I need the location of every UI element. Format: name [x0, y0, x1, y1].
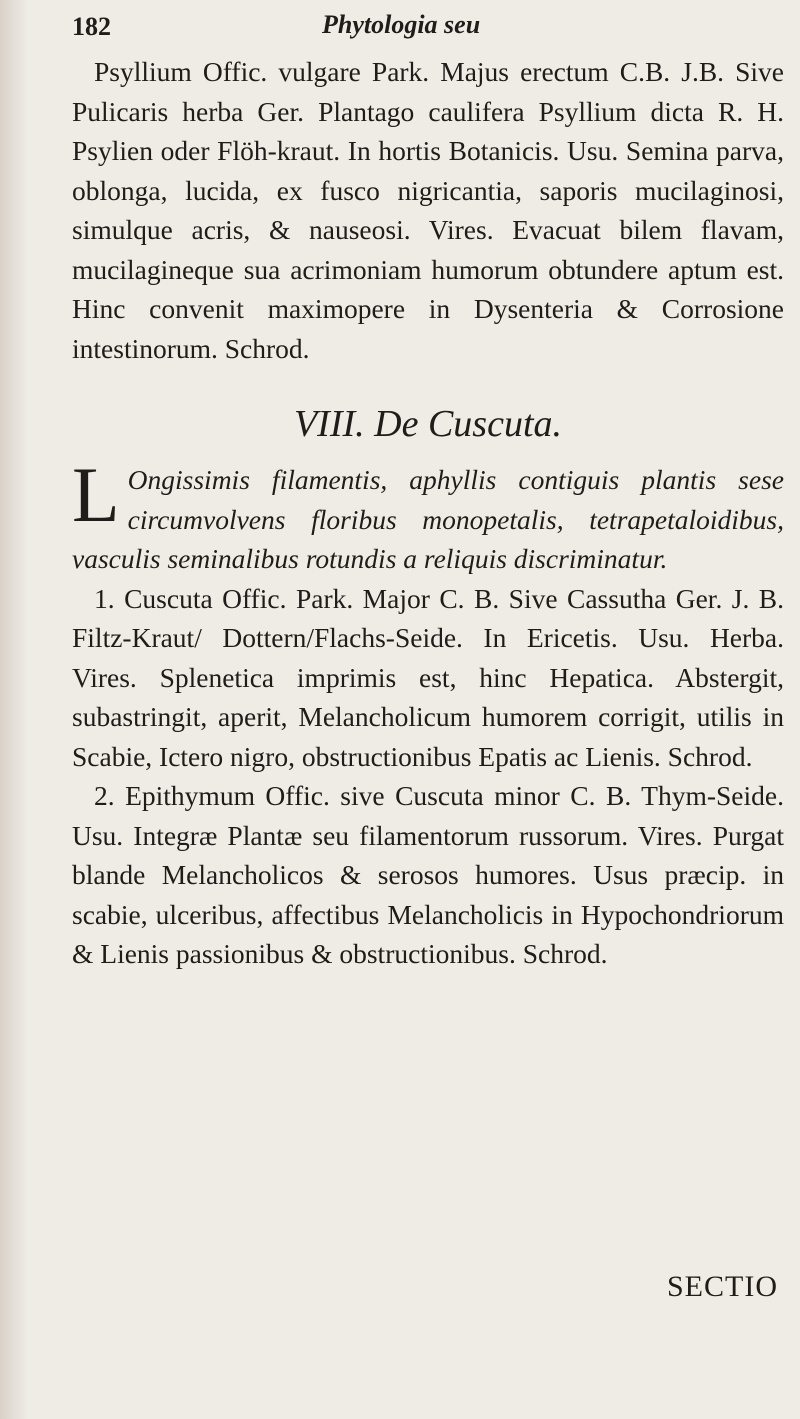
intro-text: Ongissimis filamentis, aphyllis contiguis plantis sese circumvolvens floribus monopetalis, tetrapetaloidibus, vasculis seminalibus rotundis a reliquis discriminatur. [72, 464, 784, 574]
cuscuta-paragraph: 1. Cuscuta Offic. Park. Major C. B. Sive Cassutha Ger. J. B. Filtz-Kraut/ Dottern/Flachs-Seide. In Ericetis. Usu. Herba. Vires. Splenetica imprimis est, hinc Hepatica. Abstergit, subastringit, aperit, Melancholicum humorem corrigit, utilis in Scabie, Ictero nigro, obstructionibus Epatis ac Lienis. Schrod. [72, 582, 784, 772]
running-title: Phytologia seu [322, 10, 481, 39]
epithymum-paragraph: 2. Epithymum Offic. sive Cuscuta minor C. B. Thym-Seide. Usu. Integræ Plantæ seu filamentorum russorum. Vires. Purgat blande Melancholicos & serosos humores. Usus præcip. in scabie, ulceribus, affectibus Melancholicis in Hypochondriorum & Lienis passionibus & obstructionibus. Schrod. [72, 780, 784, 969]
drop-cap: L [72, 451, 120, 538]
section-title: De Cuscuta. [374, 403, 563, 445]
section-heading [72, 402, 784, 446]
psyllium-paragraph: Psyllium Offic. vulgare Park. Majus erectum C.B. J.B. Sive Pulicaris herba Ger. Plantago caulifera Psyllium dicta R. H. Psylien oder Flöh-kraut. In hortis Botanicis. Usu. Semina parva, oblonga, lucida, ex fusco nigricantia, saporis mucilaginosi, simulque acris, & nauseosi. Vires. Evacuat bilem flavam, mucilagineque sua acrimoniam humorum obtundere aptum est. Hinc convenit maximopere in Dysenteria & Corrosione intestinorum. Schrod. [72, 56, 784, 364]
page-gutter-shadow [0, 0, 28, 1419]
section-intro [72, 451, 784, 579]
page-header [72, 8, 784, 52]
page-number: 182 [72, 12, 111, 41]
catchword: SECTIO [667, 1270, 778, 1303]
section-number: VIII. [293, 403, 365, 445]
